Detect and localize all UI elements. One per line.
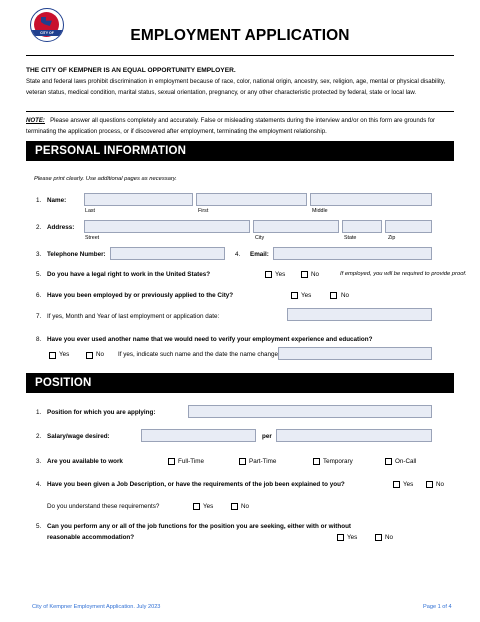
street-sublabel: Street (85, 235, 100, 241)
p1-number: 1. (36, 409, 42, 416)
understand-no-checkbox[interactable] (231, 503, 238, 510)
salary-per-label: per (262, 433, 272, 440)
understand-no-label: No (241, 503, 250, 510)
position-applying-field[interactable] (188, 405, 432, 418)
note-paragraph (26, 116, 462, 137)
q7-date-field[interactable] (287, 308, 432, 321)
zip-sublabel: Zip (388, 235, 396, 241)
q5-no-label: No (311, 271, 320, 278)
q6-yes-checkbox[interactable] (291, 292, 298, 299)
first-name-field[interactable] (196, 193, 307, 206)
q4-number: 4. (235, 251, 241, 258)
full-time-label: Full-Time (178, 458, 205, 465)
note-label: NOTE: (26, 117, 45, 124)
position-applying-label: Position for which you are applying: (47, 409, 156, 416)
p3-number: 3. (36, 458, 42, 465)
salary-field[interactable] (141, 429, 256, 442)
last-name-field[interactable] (84, 193, 193, 206)
city-sublabel: City (255, 235, 265, 241)
q6-label: Have you been employed by or previously applied to the City? (47, 292, 234, 299)
q6-number: 6. (36, 292, 42, 299)
p5-no-checkbox[interactable] (375, 534, 382, 541)
q6-no-label: No (341, 292, 350, 299)
telephone-label: Telephone Number: (47, 251, 106, 258)
city-field[interactable] (253, 220, 339, 233)
print-instructions: Please print clearly. Use additional pages as necessary. (34, 176, 177, 182)
understand-yes-label: Yes (203, 503, 214, 510)
q5-no-checkbox[interactable] (301, 271, 308, 278)
p2-number: 2. (36, 433, 42, 440)
salary-per-field[interactable] (276, 429, 432, 442)
understand-yes-checkbox[interactable] (193, 503, 200, 510)
temporary-label: Temporary (323, 458, 353, 465)
q5-yes-label: Yes (275, 271, 286, 278)
middle-sublabel: Middle (312, 208, 328, 214)
note-text: Please answer all questions completely and accurately. False or misleading statements during the interview and/or on this form are grounds for terminating the application process, or if discovered after employment, terminating the employment relationship. (26, 117, 436, 135)
q8-follow-label: If yes, indicate such name and the date the name change (118, 351, 278, 358)
q8-name-change-field[interactable] (278, 347, 432, 360)
state-field[interactable] (342, 220, 382, 233)
footer-document-title: City of Kempner Employment Application. July 2023 (32, 604, 161, 610)
q8-yes-label: Yes (59, 351, 70, 358)
availability-label: Are you available to work (47, 458, 123, 465)
on-call-checkbox[interactable] (385, 458, 392, 465)
p4-no-label: No (436, 481, 445, 488)
q7-label: If yes, Month and Year of last employment or application date: (47, 313, 220, 320)
street-field[interactable] (84, 220, 250, 233)
job-functions-label-line1: Can you perform any or all of the job functions for the position you are seeking, either with or without (47, 523, 352, 530)
p5-number: 5. (36, 523, 42, 530)
header-divider (26, 55, 454, 56)
p5-no-label: No (385, 534, 394, 541)
temporary-checkbox[interactable] (313, 458, 320, 465)
p4-no-checkbox[interactable] (426, 481, 433, 488)
q8-no-label: No (96, 351, 105, 358)
eeo-divider (26, 111, 454, 112)
q1-number: 1. (36, 197, 42, 204)
zip-field[interactable] (385, 220, 432, 233)
on-call-label: On-Call (395, 458, 417, 465)
email-label: Email: (250, 251, 269, 258)
q3-number: 3. (36, 251, 42, 258)
middle-name-field[interactable] (310, 193, 432, 206)
p4-yes-checkbox[interactable] (393, 481, 400, 488)
address-label: Address: (47, 224, 75, 231)
eeo-text: State and federal laws prohibit discrimination in employment because of race, color, national origin, ancestry, sex, religion, age, mental or physical disability, veteran status, medical condition, marital status, sexual orientation, pregnancy, or any other characteristic protected by federal, state or local law. (26, 78, 446, 96)
q5-label: Do you have a legal right to work in the United States? (47, 271, 211, 278)
section-personal-information: PERSONAL INFORMATION (26, 141, 454, 161)
q5-number: 5. (36, 271, 42, 278)
part-time-checkbox[interactable] (239, 458, 246, 465)
q6-yes-label: Yes (301, 292, 312, 299)
footer-page-number: Page 1 of 4 (423, 604, 452, 610)
salary-label: Salary/wage desired: (47, 433, 110, 440)
part-time-label: Part-Time (249, 458, 277, 465)
q8-yes-checkbox[interactable] (49, 352, 56, 359)
job-description-label: Have you been given a Job Description, or have the requirements of the job been explained to you? (47, 481, 345, 488)
section-position: POSITION (26, 373, 454, 393)
first-sublabel: First (198, 208, 209, 214)
q6-no-checkbox[interactable] (330, 292, 337, 299)
logo-banner: CITY OF KEMPNER (32, 30, 62, 36)
name-label: Name: (47, 197, 67, 204)
job-functions-label-line2: reasonable accommodation? (47, 534, 135, 541)
understand-requirements-label: Do you understand these requirements? (47, 503, 160, 510)
q5-yes-checkbox[interactable] (265, 271, 272, 278)
email-field[interactable] (273, 247, 432, 260)
telephone-field[interactable] (110, 247, 225, 260)
state-sublabel: State (344, 235, 357, 241)
p4-number: 4. (36, 481, 42, 488)
eeo-heading: THE CITY OF KEMPNER IS AN EQUAL OPPORTUNITY EMPLOYER. (26, 67, 236, 74)
page-title: EMPLOYMENT APPLICATION (130, 27, 350, 44)
q5-proof-note: If employed, you will be required to provide proof. (340, 271, 467, 277)
p4-yes-label: Yes (403, 481, 414, 488)
last-sublabel: Last (85, 208, 96, 214)
full-time-checkbox[interactable] (168, 458, 175, 465)
q7-number: 7. (36, 313, 42, 320)
p5-yes-label: Yes (347, 534, 358, 541)
q8-label: Have you ever used another name that we would need to verify your employment experience and education? (47, 336, 373, 343)
q2-number: 2. (36, 224, 42, 231)
p5-yes-checkbox[interactable] (337, 534, 344, 541)
q8-no-checkbox[interactable] (86, 352, 93, 359)
q8-number: 8. (36, 336, 42, 343)
